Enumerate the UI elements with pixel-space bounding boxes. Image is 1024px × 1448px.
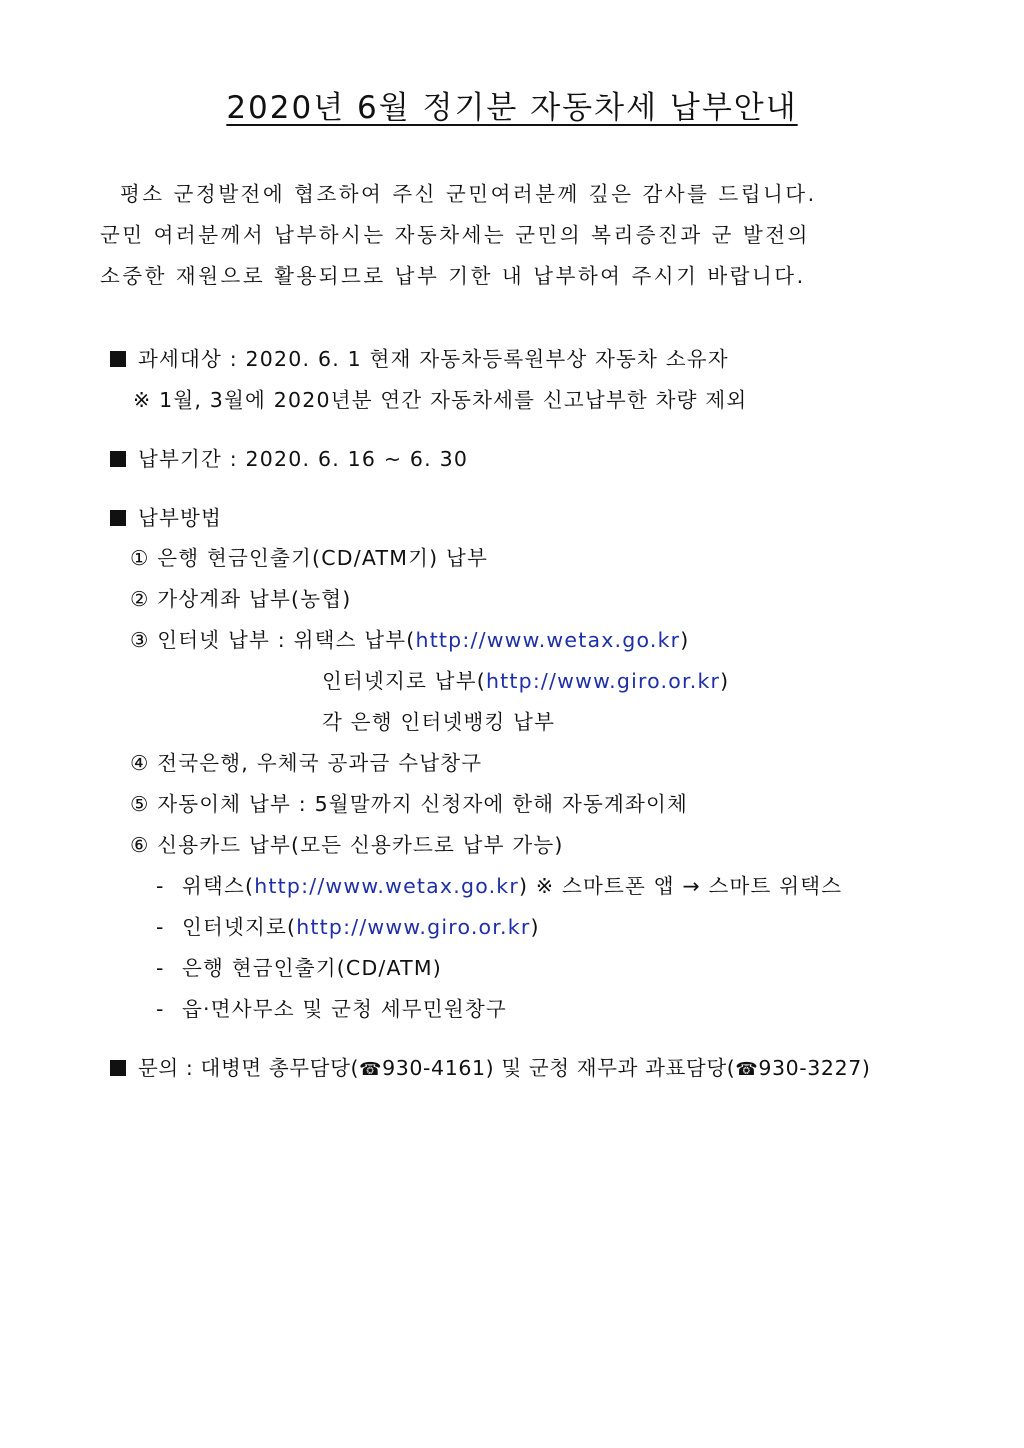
- period-line: [110, 442, 468, 472]
- contact-line: [110, 1051, 870, 1081]
- method-item-1-text: ① 은행 현금인출기(CD/ATM기) 납부: [130, 546, 488, 570]
- target-note-text: ※ 1월, 3월에 2020년분 연간 자동차세를 신고납부한 차량 제외: [133, 388, 748, 412]
- dash-marker: -: [156, 874, 165, 898]
- target-label: 과세대상 : 2020. 6. 1 현재 자동차등록원부상 자동차 소유자: [138, 347, 729, 371]
- method-item-3-giro-text: 인터넷지로 납부(: [322, 669, 486, 693]
- contact-text-middle: ) 및 군청 재무과 과표담당(: [485, 1056, 736, 1080]
- dash-marker: -: [156, 997, 165, 1021]
- method-item-6-text: ⑥ 신용카드 납부(모든 신용카드로 납부 가능): [130, 833, 564, 857]
- intro-line-1: 평소 군정발전에 협조하여 주신 군민여러분께 깊은 감사를 드립니다.: [120, 182, 817, 206]
- method-item-5-text: ⑤ 자동이체 납부 : 5월말까지 신청자에 한해 자동계좌이체: [130, 792, 689, 816]
- method-item-1: [130, 541, 488, 571]
- target-note: [133, 383, 747, 413]
- dash-marker: -: [156, 956, 165, 980]
- wetax-link[interactable]: http://www.wetax.go.kr: [415, 628, 681, 652]
- dash-marker: -: [156, 915, 165, 939]
- phone-icon: ☎: [359, 1059, 383, 1080]
- method-item-3-text: ③ 인터넷 납부 : 위택스 납부(: [130, 628, 416, 652]
- card-option-2-suffix: ): [530, 915, 540, 939]
- method-item-3-giro-suffix: ): [720, 669, 730, 693]
- contact-text: 문의 : 대병면 총무담당(: [138, 1056, 360, 1080]
- title-text: 2020년 6월 정기분 자동차세 납부안내: [226, 90, 798, 126]
- method-item-4: [130, 746, 482, 776]
- method-item-6: [130, 828, 564, 858]
- card-option-1: [156, 869, 842, 899]
- method-item-3-bank-text: 각 은행 인터넷뱅킹 납부: [322, 710, 556, 734]
- intro-line-2: 군민 여러분께서 납부하시는 자동차세는 군민의 복리증진과 군 발전의: [100, 223, 810, 247]
- period-label: 납부기간 : 2020. 6. 16 ~ 6. 30: [138, 447, 469, 471]
- method-item-2-text: ② 가상계좌 납부(농협): [130, 587, 352, 611]
- giro-link[interactable]: http://www.giro.or.kr: [485, 669, 721, 693]
- square-bullet-icon: [110, 351, 126, 367]
- wetax-card-link[interactable]: http://www.wetax.go.kr: [254, 874, 519, 898]
- method-item-3-giro: [322, 664, 729, 694]
- contact-phone-2: 930-3227: [758, 1056, 862, 1080]
- square-bullet-icon: [110, 451, 126, 467]
- method-item-5: [130, 787, 688, 817]
- card-option-3: [156, 951, 442, 981]
- intro-line-3: 소중한 재원으로 활용되므로 납부 기한 내 납부하여 주시기 바랍니다.: [100, 264, 806, 288]
- method-item-2: [130, 582, 351, 612]
- intro-paragraph: [100, 174, 930, 297]
- square-bullet-icon: [110, 510, 126, 526]
- method-item-3-bank: [322, 705, 555, 735]
- square-bullet-icon: [110, 1060, 126, 1076]
- card-option-2: [156, 910, 540, 940]
- card-option-1-note: ) ※ 스마트폰 앱 → 스마트 위택스: [519, 874, 843, 898]
- methods-heading-line: [110, 501, 222, 531]
- card-option-1-text: 위택스(: [182, 874, 255, 898]
- methods-heading: 납부방법: [138, 506, 223, 530]
- page-title: [0, 82, 1024, 127]
- method-item-4-text: ④ 전국은행, 우체국 공과금 수납창구: [130, 751, 483, 775]
- phone-icon: ☎: [735, 1059, 759, 1080]
- method-item-3-suffix: ): [680, 628, 690, 652]
- card-option-4-text: 읍·면사무소 및 군청 세무민원창구: [182, 997, 507, 1021]
- giro-card-link[interactable]: http://www.giro.or.kr: [296, 915, 531, 939]
- target-line: [110, 342, 729, 372]
- card-option-4: [156, 992, 507, 1022]
- contact-phone-1: 930-4161: [382, 1056, 486, 1080]
- card-option-3-text: 은행 현금인출기(CD/ATM): [182, 956, 442, 980]
- contact-text-suffix: ): [861, 1056, 871, 1080]
- card-option-2-text: 인터넷지로(: [182, 915, 297, 939]
- method-item-3: [130, 623, 689, 653]
